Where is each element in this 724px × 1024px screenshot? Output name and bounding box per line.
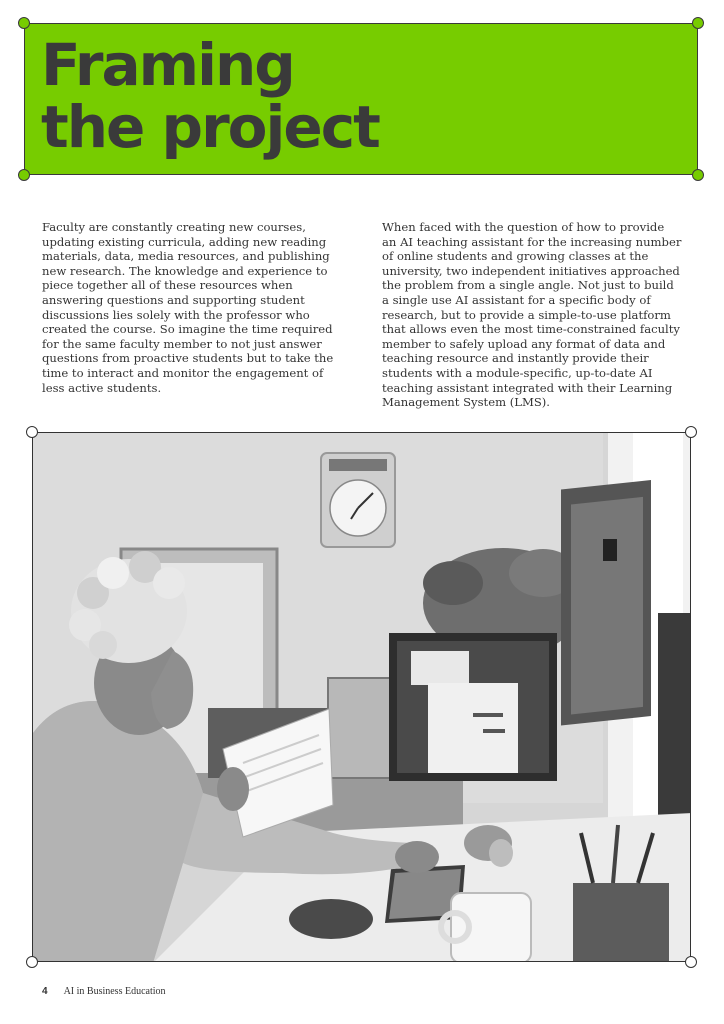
body-column-left: Faculty are constantly creating new courses, updating existing curricula, adding new reading materials, data, media resources, and publishing new research. The knowledge and experience to piece together all of these resources when answering questions and supporting student discussions lies solely with the professor who created the course. So imagine the time required for the same faculty member to not just answer questions from proactive students but to take the time to interact and monitor the engagement of less active students.: [42, 220, 334, 395]
corner-handle-icon: [685, 956, 697, 968]
corner-handle-icon: [692, 17, 704, 29]
title-line-2: the project: [41, 93, 379, 161]
publication-title: AI in Business Education: [63, 986, 166, 997]
corner-handle-icon: [26, 426, 38, 438]
page-footer: [42, 986, 166, 997]
corner-handle-icon: [692, 169, 704, 181]
photo-woman-at-desk: [32, 432, 691, 962]
body-column-right: When faced with the question of how to provide an AI teaching assistant for the increasing number of online students and growing classes at the university, two independent initiatives approached the problem from a single angle. Not just to build a single use AI assistant for a specific body of research, but to provide a simple-to-use platform that allows even the most time-constrained faculty member to safely upload any format of data and teaching resource and instantly provide their students with a module-specific, up-to-date AI teaching assistant integrated with their Learning Management System (LMS).: [382, 220, 682, 410]
corner-handle-icon: [18, 17, 30, 29]
title-line-1: Framing: [41, 31, 294, 99]
corner-handle-icon: [18, 169, 30, 181]
corner-handle-icon: [685, 426, 697, 438]
page-number: 4: [42, 986, 48, 997]
photo-illustration: [33, 433, 691, 962]
corner-handle-icon: [26, 956, 38, 968]
page-title: [41, 31, 379, 161]
title-banner: [24, 23, 698, 175]
